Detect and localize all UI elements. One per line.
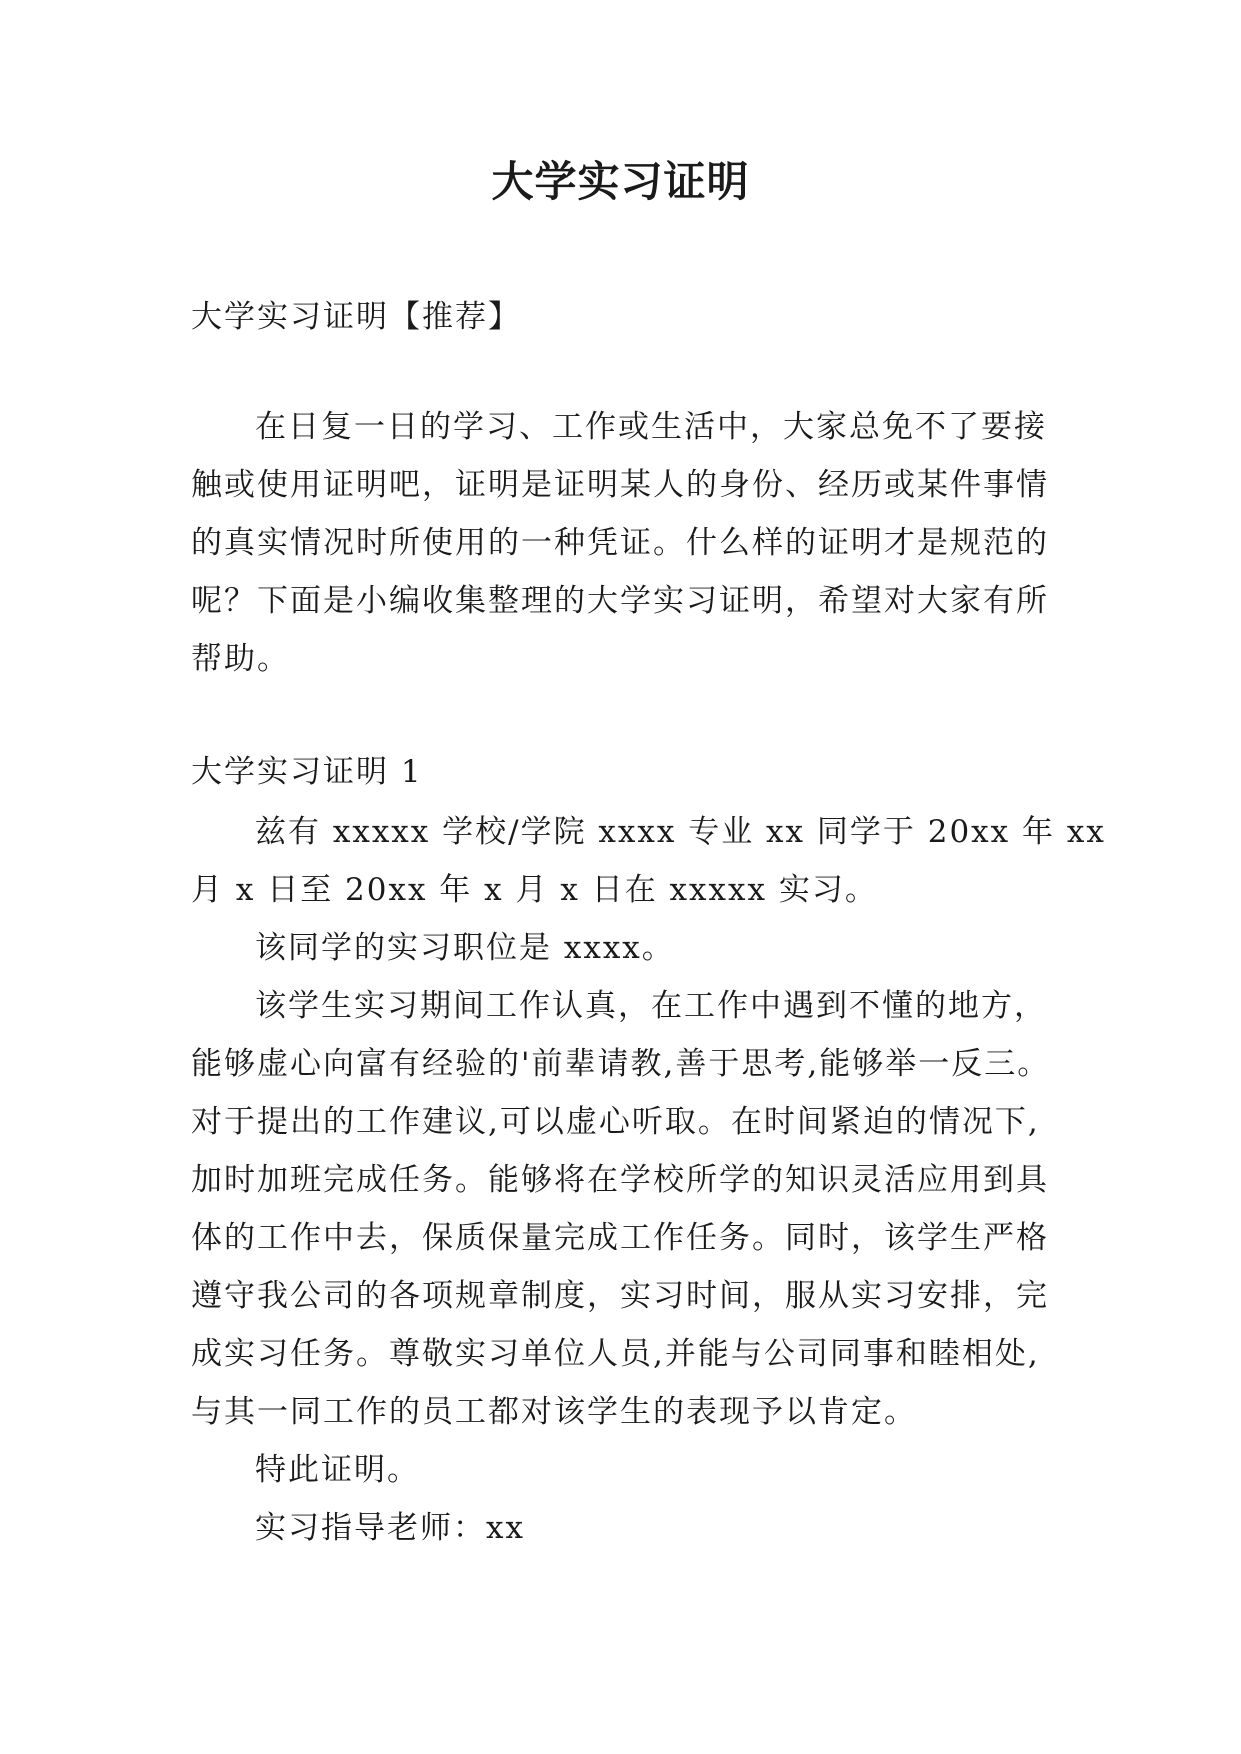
closing-text: 特此证明。 (255, 1452, 420, 1488)
intro-paragraph (191, 398, 1051, 688)
intro-line: 在日复一日的学习、工作或生活中，大家总免不了要接 (255, 409, 1047, 445)
intro-line: 的真实情况时所使用的一种凭证。什么样的证明才是规范的 (191, 525, 1049, 561)
paragraph-line: 该学生实习期间工作认真，在工作中遇到不懂的地方， (255, 988, 1047, 1024)
paragraph-line: 成实习任务。尊敬实习单位人员,并能与公司同事和睦相处, (191, 1336, 1040, 1372)
document-title: 大学实习证明 (491, 157, 750, 206)
paragraph-line: 兹有 xxxxx 学校/学院 xxxx 专业 xx 同学于 20xx 年 xx (255, 814, 1106, 850)
section-heading (191, 743, 1051, 801)
certificate-paragraph-1 (191, 803, 1106, 919)
intro-line: 呢？下面是小编收集整理的大学实习证明，希望对大家有所 (191, 583, 1049, 619)
paragraph-line: 月 x 日至 20xx 年 x 月 x 日在 xxxxx 实习。 (191, 872, 878, 908)
teacher-text: 实习指导老师：xx (255, 1510, 525, 1546)
closing-statement (191, 1441, 1051, 1499)
document-subtitle (191, 288, 1051, 346)
certificate-paragraph-2 (191, 919, 1051, 977)
teacher-signature (191, 1499, 1051, 1557)
paragraph-line: 对于提出的工作建议,可以虚心听取。在时间紧迫的情况下, (191, 1104, 1040, 1140)
section-heading-text: 大学实习证明 1 (191, 754, 423, 790)
paragraph-line: 能够虚心向富有经验的'前辈请教,善于思考,能够举一反三。 (191, 1046, 1051, 1082)
intro-line: 帮助。 (191, 641, 290, 677)
paragraph-line: 体的工作中去，保质保量完成工作任务。同时，该学生严格 (191, 1220, 1049, 1256)
paragraph-line: 与其一同工作的员工都对该学生的表现予以肯定。 (191, 1394, 917, 1430)
paragraph-line: 加时加班完成任务。能够将在学校所学的知识灵活应用到具 (191, 1162, 1049, 1198)
paragraph-line: 该同学的实习职位是 xxxx。 (255, 930, 675, 966)
paragraph-line: 遵守我公司的各项规章制度，实习时间，服从实习安排，完 (191, 1278, 1049, 1314)
subtitle-text: 大学实习证明【推荐】 (191, 299, 521, 335)
certificate-paragraph-3 (191, 977, 1051, 1441)
intro-line: 触或使用证明吧，证明是证明某人的身份、经历或某件事情 (191, 467, 1049, 503)
